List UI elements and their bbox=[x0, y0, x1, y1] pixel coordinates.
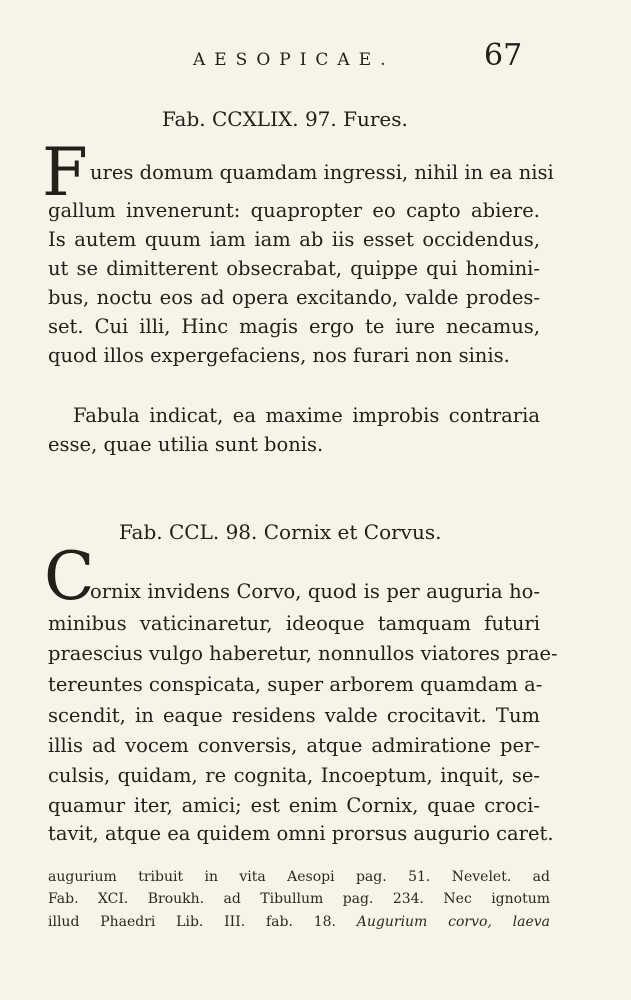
text-line: quamur iter, amici; est enim Cornix, quae croci- bbox=[48, 794, 540, 817]
text-line: set. Cui illi, Hinc magis ergo te iure necamus, bbox=[48, 315, 540, 338]
text-line: Is autem quum iam iam ab iis esset occidendus, bbox=[48, 228, 540, 251]
footnote-text: illud Phaedri Lib. III. fab. 18. bbox=[48, 914, 336, 930]
text-line: scendit, in eaque residens valde crocitavit. Tum bbox=[48, 704, 540, 727]
text-line: ornix invidens Corvo, quod is per auguria ho- bbox=[90, 580, 540, 603]
fable-title: Fab. CCL. 98. Cornix et Corvus. bbox=[119, 520, 442, 544]
footnote-quote: Augurium corvo, laeva bbox=[356, 914, 551, 930]
footnote-line: Fab. XCI. Broukh. ad Tibullum pag. 234. Nec ignotum bbox=[48, 891, 550, 907]
text-line: bus, noctu eos ad opera excitando, valde prodes- bbox=[48, 286, 540, 309]
page-number: 67 bbox=[484, 38, 523, 73]
text-line: ut se dimitterent obsecrabat, quippe qui homini- bbox=[48, 257, 540, 280]
text-line: gallum invenerunt: quapropter eo capto abiere. bbox=[48, 199, 540, 222]
moral-line: esse, quae utilia sunt bonis. bbox=[48, 433, 324, 456]
text-line: tavit, atque ea quidem omni prorsus augurio caret. bbox=[48, 822, 554, 845]
text-line: illis ad vocem conversis, atque admiratione per- bbox=[48, 734, 540, 757]
text-line: praescius vulgo haberetur, nonnullos viatores prae- bbox=[48, 642, 558, 665]
text-line: minibus vaticinaretur, ideoque tamquam futuri bbox=[48, 612, 540, 635]
text-line: tereuntes conspicata, super arborem quamdam a- bbox=[48, 673, 543, 696]
drop-capital: F bbox=[42, 134, 88, 211]
drop-capital: C bbox=[44, 538, 95, 615]
text-line: quod illos expergefaciens, nos furari non sinis. bbox=[48, 344, 510, 367]
moral-line: Fabula indicat, ea maxime improbis contraria bbox=[73, 404, 540, 427]
footnote-line: augurium tribuit in vita Aesopi pag. 51. Nevelet. ad bbox=[48, 869, 550, 885]
fable-title: Fab. CCXLIX. 97. Fures. bbox=[162, 107, 408, 131]
running-title: AESOPICAE. bbox=[193, 50, 395, 70]
text-line: culsis, quidam, re cognita, Incoeptum, inquit, se- bbox=[48, 764, 540, 787]
text-line: ures domum quamdam ingressi, nihil in ea nisi bbox=[90, 161, 554, 184]
footnote-line bbox=[48, 913, 550, 931]
